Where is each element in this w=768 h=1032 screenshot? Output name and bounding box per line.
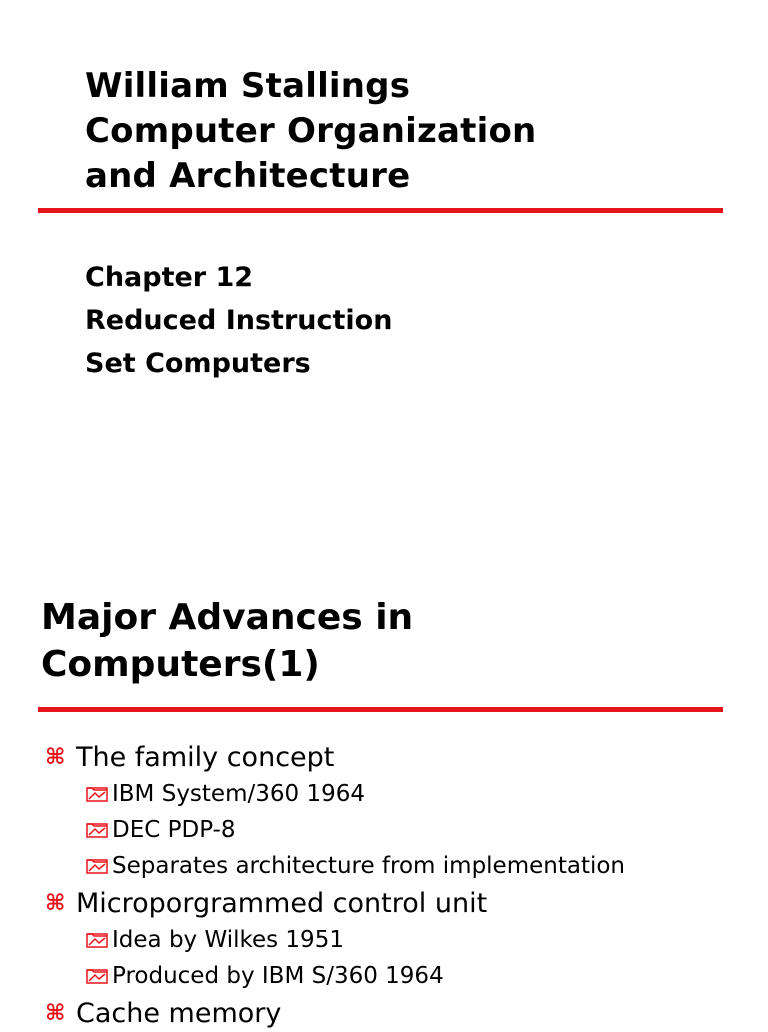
sub-bullet-item	[86, 776, 745, 812]
chapter-heading	[85, 256, 392, 385]
slide-title-divider	[38, 707, 723, 712]
sub-bullet-item	[86, 812, 745, 848]
sub-bullet-text: IBM System/360 1964	[112, 781, 365, 807]
sub-bullet-text: DEC PDP-8	[112, 817, 236, 843]
command-symbol-icon: ⌘	[45, 1000, 66, 1026]
sub-bullet-list	[45, 922, 745, 994]
chapter-line: Chapter 12	[85, 262, 254, 293]
deck-title-line: William Stallings	[85, 66, 411, 106]
slide-title	[41, 594, 413, 688]
bullet-item	[45, 738, 745, 884]
sub-bullet-text: Idea by Wilkes 1951	[112, 927, 344, 953]
folder-check-icon	[86, 822, 112, 839]
bullet-list	[45, 738, 745, 1032]
bullet-row	[45, 738, 745, 776]
folder-check-icon	[86, 786, 112, 803]
sub-bullet-item	[86, 922, 745, 958]
folder-check-icon	[86, 858, 112, 875]
bullet-item	[45, 884, 745, 994]
chapter-line: Reduced Instruction	[85, 305, 393, 336]
deck-title-line: and Architecture	[85, 156, 411, 196]
deck-title	[85, 64, 536, 199]
sub-bullet-list	[45, 776, 745, 884]
folder-check-icon	[86, 968, 112, 985]
sub-bullet-text: Separates architecture from implementation	[112, 853, 626, 879]
sub-bullet-item	[86, 958, 745, 994]
title-divider	[38, 208, 723, 213]
sub-bullet-text: Produced by IBM S/360 1964	[112, 963, 444, 989]
bullet-row	[45, 884, 745, 922]
bullet-item	[45, 994, 745, 1032]
deck-title-line: Computer Organization	[85, 111, 537, 151]
slide-title-line: Major Advances in	[41, 597, 414, 638]
chapter-line: Set Computers	[85, 348, 311, 379]
bullet-text: Cache memory	[76, 997, 282, 1029]
command-symbol-icon: ⌘	[45, 890, 66, 916]
bullet-text: Microporgrammed control unit	[76, 887, 488, 919]
sub-bullet-item	[86, 848, 745, 884]
bullet-row	[45, 994, 745, 1032]
bullet-text: The family concept	[76, 741, 335, 773]
folder-check-icon	[86, 932, 112, 949]
slide-title-line: Computers(1)	[41, 644, 320, 685]
command-symbol-icon: ⌘	[45, 744, 66, 770]
